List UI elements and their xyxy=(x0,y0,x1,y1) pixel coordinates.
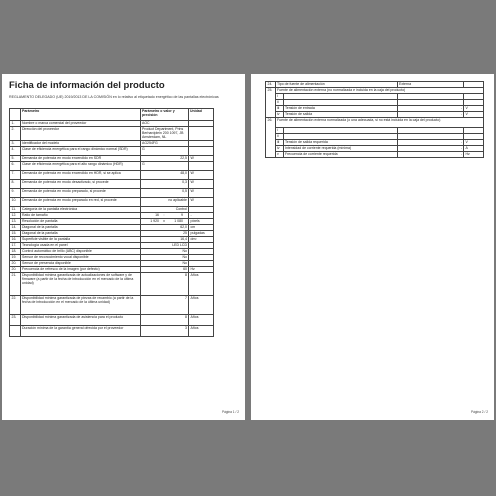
row-label: Tipo de fuente de alimentación xyxy=(276,82,398,88)
row-unit: W xyxy=(189,180,214,189)
row-label: Categoría de la pantalla electrónica xyxy=(21,207,141,213)
row-label: Tensión de entrada xyxy=(284,106,398,112)
table-row: 1. Nombre o marca comercial del proveedor AOC xyxy=(10,121,214,127)
row-unit: Hz xyxy=(464,152,484,158)
row-unit: - xyxy=(189,213,214,219)
row-label: Sensor de reconocimiento vocal disponible xyxy=(21,255,141,261)
table-row: 15. Diagonal de la pantalla 25 pulgadas xyxy=(10,231,214,237)
resolution-separator: x xyxy=(163,219,165,223)
row-value: no aplicable xyxy=(141,198,189,207)
table-subrow: v Frecuencia de corriente requerida - Hz xyxy=(266,152,484,158)
table-row: 9. Demanda de potencia en modo preparado, si procede 0,5 W xyxy=(10,189,214,198)
header-parameter: Parámetro xyxy=(21,109,141,121)
row-value: Product Department, Prins Berhardplein 200 1097, JB Amsterdam, NL xyxy=(141,127,189,141)
row-label: Resolución de pantalla xyxy=(21,219,141,225)
page-number: Página 1 / 2 xyxy=(221,410,239,414)
row-label: Fuente de alimentación externa normalizada (o una adecuada, si no está incluida en la caja del producto) xyxy=(276,118,484,128)
row-value: 25 xyxy=(141,231,189,237)
row-value: LED LCD xyxy=(141,243,189,249)
row-label: Control automático de brillo (ABC) disponible xyxy=(21,249,141,255)
ratio-height: 9 xyxy=(181,213,183,217)
row-value: 0,5 xyxy=(141,189,189,198)
row-label: Identificador del modelo xyxy=(21,141,141,147)
row-label: Ratio de tamaño xyxy=(21,213,141,219)
row-label: Demanda de potencia en modo encendido en HDR, si se aplica xyxy=(21,171,141,180)
row-unit xyxy=(189,147,214,156)
row-label: Duración mínima de la garantía general ofrecida por el proveedor xyxy=(21,326,141,337)
row-label: Diagonal de la pantalla xyxy=(21,225,141,231)
table-row: 25. Fuente de alimentación externa (no normalizada e incluida en la caja del producto) xyxy=(266,88,484,94)
row-value: - xyxy=(398,106,464,112)
table-row: 20. Frecuencia de refresco de la imagen (por defecto) 60 Hz xyxy=(10,267,214,273)
header-value: Parámetro o valor y precisión xyxy=(141,109,189,121)
row-label: Superficie visible de la pantalla xyxy=(21,237,141,243)
row-label: Frecuencia de corriente requerida xyxy=(284,152,398,158)
row-label: Sensor de presencia disponible xyxy=(21,261,141,267)
row-label: Frecuencia de refresco de la imagen (por defecto) xyxy=(21,267,141,273)
table-row: 2. Dirección del proveedor Product Department, Prins Berhardplein 200 1097, JB Amsterdam, NL xyxy=(10,127,214,141)
table-row: 10. Demanda de potencia en modo preparado en red, si procede no aplicable W xyxy=(10,198,214,207)
row-label: Intensidad de corriente requerida (mínima) xyxy=(284,146,398,152)
row-label: Tecnología usada en el panel xyxy=(21,243,141,249)
row-value: No xyxy=(141,249,189,255)
product-info-table xyxy=(9,108,214,337)
row-value: 22,5 xyxy=(141,156,189,162)
row-label: Fuente de alimentación externa (no normalizada e incluida en la caja del producto) xyxy=(276,88,484,94)
row-value: G xyxy=(141,147,189,156)
table-subrow: iv Tensión de salida - V xyxy=(266,112,484,118)
row-unit: Años xyxy=(189,326,214,337)
row-value: 3 xyxy=(141,326,189,337)
row-unit: V xyxy=(464,106,484,112)
row-value: 62,0 xyxy=(141,225,189,231)
ratio-width: 16 xyxy=(155,213,159,217)
row-value: Externa xyxy=(398,82,464,88)
row-unit xyxy=(189,127,214,141)
row-value: 60 xyxy=(141,267,189,273)
table-row: 20. Sensor de presencia disponible No xyxy=(10,261,214,267)
table-subrow: i xyxy=(266,128,484,134)
row-label: Demanda de potencia en modo preparado en red, si procede xyxy=(21,198,141,207)
table-row: 19. Sensor de reconocimiento vocal disponible No xyxy=(10,255,214,261)
row-unit: V xyxy=(464,112,484,118)
regulation-subtitle: REGLAMENTO DELEGADO (UE) 2019/2013 DE LA COMISIÓN en lo relativo al etiquetado energético de las pantallas electrónicas xyxy=(9,95,219,99)
table-row: 23. Disponibilidad mínima garantizada de asistencia para el producto 8 Años xyxy=(10,315,214,326)
row-label: Disponibilidad mínima garantizada de piezas de recambio (a partir de la fecha de introducción en el mercado de la última unidad) xyxy=(21,296,141,315)
table-subrow: iii Tensión de salida requerida - V xyxy=(266,140,484,146)
row-label: Disponibilidad mínima garantizada de actualizaciones de software y de firmware (a partir de la fecha de introducción en el mercado de la última unidad) xyxy=(21,273,141,296)
row-value: 8 xyxy=(141,315,189,326)
page-number: Página 2 / 2 xyxy=(470,410,488,414)
table-row: 26. Fuente de alimentación externa normalizada (o una adecuada, si no está incluida en la caja del producto) xyxy=(266,118,484,128)
resolution-height: 1 080 xyxy=(174,219,183,223)
row-value: No xyxy=(141,261,189,267)
table-row: 3. Identificador del modelo AG254FG xyxy=(10,141,214,147)
document-page-2 xyxy=(251,74,494,420)
table-row: 5. Demanda de potencia en modo encendido en SDR 22,5 W xyxy=(10,156,214,162)
table-row: 14. Diagonal de la pantalla 62,0 cm xyxy=(10,225,214,231)
power-supply-table xyxy=(265,81,484,158)
row-value: AG254FG xyxy=(141,141,189,147)
row-unit: V xyxy=(464,140,484,146)
row-value: G xyxy=(141,162,189,171)
row-label: Tensión de salida requerida xyxy=(284,140,398,146)
row-unit: Años xyxy=(189,296,214,315)
row-value: - xyxy=(398,140,464,146)
table-subrow: i xyxy=(266,94,484,100)
resolution-width: 1 920 xyxy=(150,219,159,223)
table-row: 6. Clase de eficiencia energética para el alto rango dinámico (HDR) G xyxy=(10,162,214,171)
table-row: 7. Demanda de potencia en modo encendido en HDR, si se aplica 48,0 W xyxy=(10,171,214,180)
table-row: 12. Ratio de tamaño 16 : 9 - xyxy=(10,213,214,219)
table-row: 8. Demanda de potencia en modo desactivado, si procede 0,3 W xyxy=(10,180,214,189)
row-value: 48,0 xyxy=(141,171,189,180)
row-label: Diagonal de la pantalla xyxy=(21,231,141,237)
row-value: 16,4 xyxy=(141,237,189,243)
row-label: Demanda de potencia en modo preparado, si procede xyxy=(21,189,141,198)
row-value: - xyxy=(398,146,464,152)
row-unit: cm xyxy=(189,225,214,231)
row-value: AOC xyxy=(141,121,189,127)
row-unit: Años xyxy=(189,315,214,326)
table-subrow: iii Tensión de entrada - V xyxy=(266,106,484,112)
row-unit: Años xyxy=(189,273,214,296)
row-value: 8 xyxy=(141,273,189,296)
row-label: Demanda de potencia en modo encendido en SDR xyxy=(21,156,141,162)
row-unit: A xyxy=(464,146,484,152)
document-page-1 xyxy=(2,74,245,420)
table-row: 13. Resolución de pantalla 1 920 x 1 080 píxels xyxy=(10,219,214,225)
row-unit: dm² xyxy=(189,237,214,243)
row-unit: W xyxy=(189,189,214,198)
table-subrow: iv Intensidad de corriente requerida (mínima) - A xyxy=(266,146,484,152)
table-row: 16. Superficie visible de la pantalla 16,4 dm² xyxy=(10,237,214,243)
table-header-row xyxy=(10,109,214,121)
row-value: - xyxy=(398,112,464,118)
row-value: 0,3 xyxy=(141,180,189,189)
row-label: Disponibilidad mínima garantizada de asistencia para el producto xyxy=(21,315,141,326)
row-unit: W xyxy=(189,156,214,162)
row-label: Clase de eficiencia energética para el rango dinámico normal (SDR) xyxy=(21,147,141,156)
row-unit: pulgadas xyxy=(189,231,214,237)
row-unit: Hz xyxy=(189,267,214,273)
row-value: Control xyxy=(141,207,189,213)
row-unit: W xyxy=(189,171,214,180)
table-row: 17. Tecnología usada en el panel LED LCD xyxy=(10,243,214,249)
table-subrow: ii xyxy=(266,100,484,106)
row-value: No xyxy=(141,255,189,261)
table-row: 11. Categoría de la pantalla electrónica Control xyxy=(10,207,214,213)
row-unit: W xyxy=(189,198,214,207)
row-label: Dirección del proveedor xyxy=(21,127,141,141)
row-label: Clase de eficiencia energética para el alto rango dinámico (HDR) xyxy=(21,162,141,171)
ratio-separator: : xyxy=(163,213,165,217)
table-row: 22. Disponibilidad mínima garantizada de piezas de recambio (a partir de la fecha de introducción en el mercado de la última unidad) 7 Años xyxy=(10,296,214,315)
row-value: 7 xyxy=(141,296,189,315)
table-row: 4. Clase de eficiencia energética para el rango dinámico normal (SDR) G xyxy=(10,147,214,156)
row-value: - xyxy=(398,152,464,158)
row-label: Nombre o marca comercial del proveedor xyxy=(21,121,141,127)
table-row: 24. Tipo de fuente de alimentación Externa xyxy=(266,82,484,88)
row-unit xyxy=(189,162,214,171)
row-unit: píxels xyxy=(189,219,214,225)
row-label: Demanda de potencia en modo desactivado, si procede xyxy=(21,180,141,189)
table-row: 21. Disponibilidad mínima garantizada de actualizaciones de software y de firmware (a partir de la fecha de introducción en el mercado de la última unidad) 8 Años xyxy=(10,273,214,296)
header-unit: Unidad xyxy=(189,109,214,121)
table-subrow: ii xyxy=(266,134,484,140)
table-row: 18. Control automático de brillo (ABC) disponible No xyxy=(10,249,214,255)
row-label: Tensión de salida xyxy=(284,112,398,118)
table-row xyxy=(10,326,214,337)
page-title: Ficha de información del producto xyxy=(9,80,165,91)
